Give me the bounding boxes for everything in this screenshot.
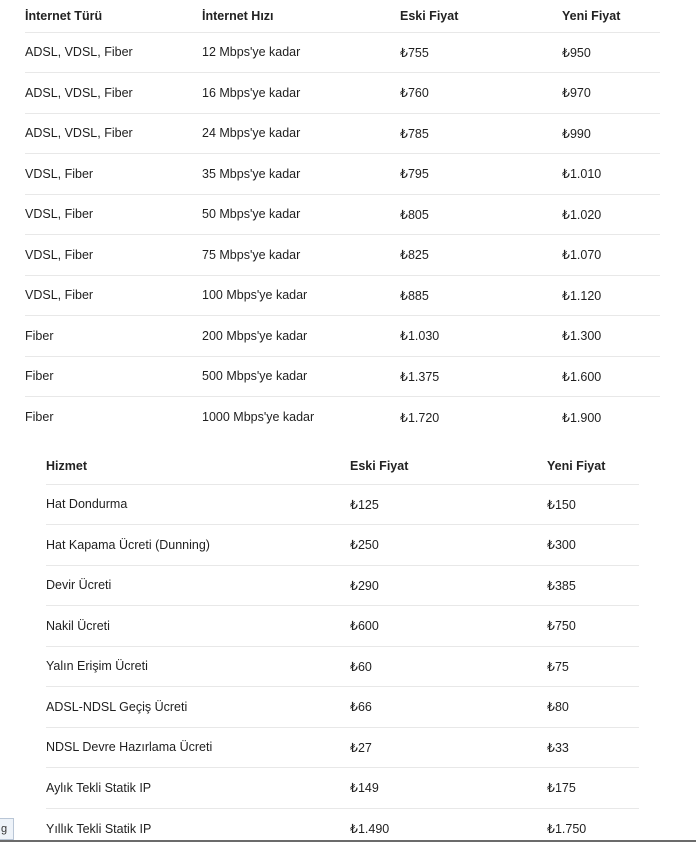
cell-internet-speed: 50 Mbps'ye kadar <box>202 194 400 235</box>
cell-old-price: ₺290 <box>350 565 547 606</box>
internet-price-table <box>0 0 660 437</box>
service-fee-table <box>0 448 639 842</box>
table-header-row <box>0 0 660 32</box>
table-row <box>0 316 660 357</box>
header-old-price: Eski Fiyat <box>350 448 547 484</box>
cell-service: Hat Kapama Ücreti (Dunning) <box>46 525 350 566</box>
cell-internet-speed: 24 Mbps'ye kadar <box>202 113 400 154</box>
cell-new-price: ₺990 <box>562 113 660 154</box>
table-row <box>0 73 660 114</box>
cell-service: Aylık Tekli Statik IP <box>46 768 350 809</box>
cell-old-price: ₺1.490 <box>350 822 390 836</box>
header-service: Hizmet <box>46 448 350 484</box>
cell-old-price: ₺250 <box>350 525 547 566</box>
corner-tab[interactable]: g <box>0 818 14 840</box>
cell-new-price: ₺150 <box>547 484 639 525</box>
header-internet-type: İnternet Türü <box>25 0 202 32</box>
table-row <box>0 113 660 154</box>
cell-new-price: ₺950 <box>562 32 660 73</box>
cell-new-price: ₺33 <box>547 727 639 768</box>
header-new-price: Yeni Fiyat <box>547 448 639 484</box>
cell-old-price: ₺760 <box>400 73 562 114</box>
cell-internet-type: ADSL, VDSL, Fiber <box>25 113 202 154</box>
cell-old-price: ₺600 <box>350 606 547 647</box>
header-old-price: Eski Fiyat <box>400 0 562 32</box>
cell-internet-speed: 200 Mbps'ye kadar <box>202 316 400 357</box>
table-row <box>0 194 660 235</box>
header-internet-speed: İnternet Hızı <box>202 0 400 32</box>
cell-service: Yıllık Tekli Statik IP <box>46 821 152 836</box>
cell-internet-type: Fiber <box>25 316 202 357</box>
cell-new-price: ₺175 <box>547 768 639 809</box>
cell-internet-speed: 16 Mbps'ye kadar <box>202 73 400 114</box>
cell-service: Nakil Ücreti <box>46 606 350 647</box>
cell-new-price: ₺1.600 <box>562 356 660 397</box>
cell-old-price: ₺149 <box>350 768 547 809</box>
cell-old-price: ₺1.375 <box>400 356 562 397</box>
cell-internet-speed: 35 Mbps'ye kadar <box>202 154 400 195</box>
cell-service: ADSL-NDSL Geçiş Ücreti <box>46 687 350 728</box>
cell-new-price: ₺970 <box>562 73 660 114</box>
cell-internet-type: VDSL, Fiber <box>25 194 202 235</box>
cell-old-price: ₺66 <box>350 687 547 728</box>
cell-old-price: ₺27 <box>350 727 547 768</box>
cell-new-price: ₺1.900 <box>562 410 602 425</box>
cell-new-price: ₺1.020 <box>562 194 660 235</box>
table-row <box>0 727 639 768</box>
cell-internet-speed: 1000 Mbps'ye kadar <box>202 410 315 424</box>
cell-internet-speed: 100 Mbps'ye kadar <box>202 275 400 316</box>
cell-old-price: ₺805 <box>400 194 562 235</box>
cell-service: Devir Ücreti <box>46 565 350 606</box>
cell-new-price: ₺385 <box>547 565 639 606</box>
cell-old-price: ₺125 <box>350 484 547 525</box>
table-row <box>0 687 639 728</box>
cell-old-price: ₺825 <box>400 235 562 276</box>
table-header-row <box>0 448 639 484</box>
cell-new-price: ₺1.300 <box>562 316 660 357</box>
table-row <box>0 397 660 438</box>
cell-internet-type: ADSL, VDSL, Fiber <box>25 32 202 73</box>
table-row <box>0 606 639 647</box>
table-row <box>0 275 660 316</box>
cell-new-price: ₺1.070 <box>562 235 660 276</box>
cell-new-price: ₺80 <box>547 687 639 728</box>
cell-internet-type: Fiber <box>25 356 202 397</box>
cell-internet-type: VDSL, Fiber <box>25 275 202 316</box>
cell-old-price: ₺1.720 <box>400 410 440 425</box>
table-row <box>0 525 639 566</box>
cell-new-price: ₺750 <box>547 606 639 647</box>
table-row <box>0 32 660 73</box>
cell-service: Hat Dondurma <box>46 484 350 525</box>
header-new-price: Yeni Fiyat <box>562 0 660 32</box>
table-row <box>0 768 639 809</box>
cell-new-price: ₺1.120 <box>562 275 660 316</box>
cell-service: NDSL Devre Hazırlama Ücreti <box>46 727 350 768</box>
table-row <box>0 808 639 842</box>
cell-new-price: ₺1.750 <box>547 822 587 836</box>
cell-internet-type: Fiber <box>25 410 54 424</box>
cell-old-price: ₺755 <box>400 32 562 73</box>
cell-old-price: ₺785 <box>400 113 562 154</box>
table-row <box>0 154 660 195</box>
cell-old-price: ₺1.030 <box>400 316 562 357</box>
cell-new-price: ₺300 <box>547 525 639 566</box>
cell-new-price: ₺1.010 <box>562 154 660 195</box>
cell-old-price: ₺795 <box>400 154 562 195</box>
cell-new-price: ₺75 <box>547 646 639 687</box>
table-row <box>0 646 639 687</box>
cell-service: Yalın Erişim Ücreti <box>46 646 350 687</box>
table-row <box>0 356 660 397</box>
cell-internet-speed: 75 Mbps'ye kadar <box>202 235 400 276</box>
cell-internet-type: VDSL, Fiber <box>25 154 202 195</box>
table-row <box>0 565 639 606</box>
table-row <box>0 484 639 525</box>
cell-internet-speed: 500 Mbps'ye kadar <box>202 356 400 397</box>
table-row <box>0 235 660 276</box>
cell-internet-speed: 12 Mbps'ye kadar <box>202 32 400 73</box>
cell-old-price: ₺60 <box>350 646 547 687</box>
cell-internet-type: ADSL, VDSL, Fiber <box>25 73 202 114</box>
cell-old-price: ₺885 <box>400 275 562 316</box>
cell-internet-type: VDSL, Fiber <box>25 235 202 276</box>
